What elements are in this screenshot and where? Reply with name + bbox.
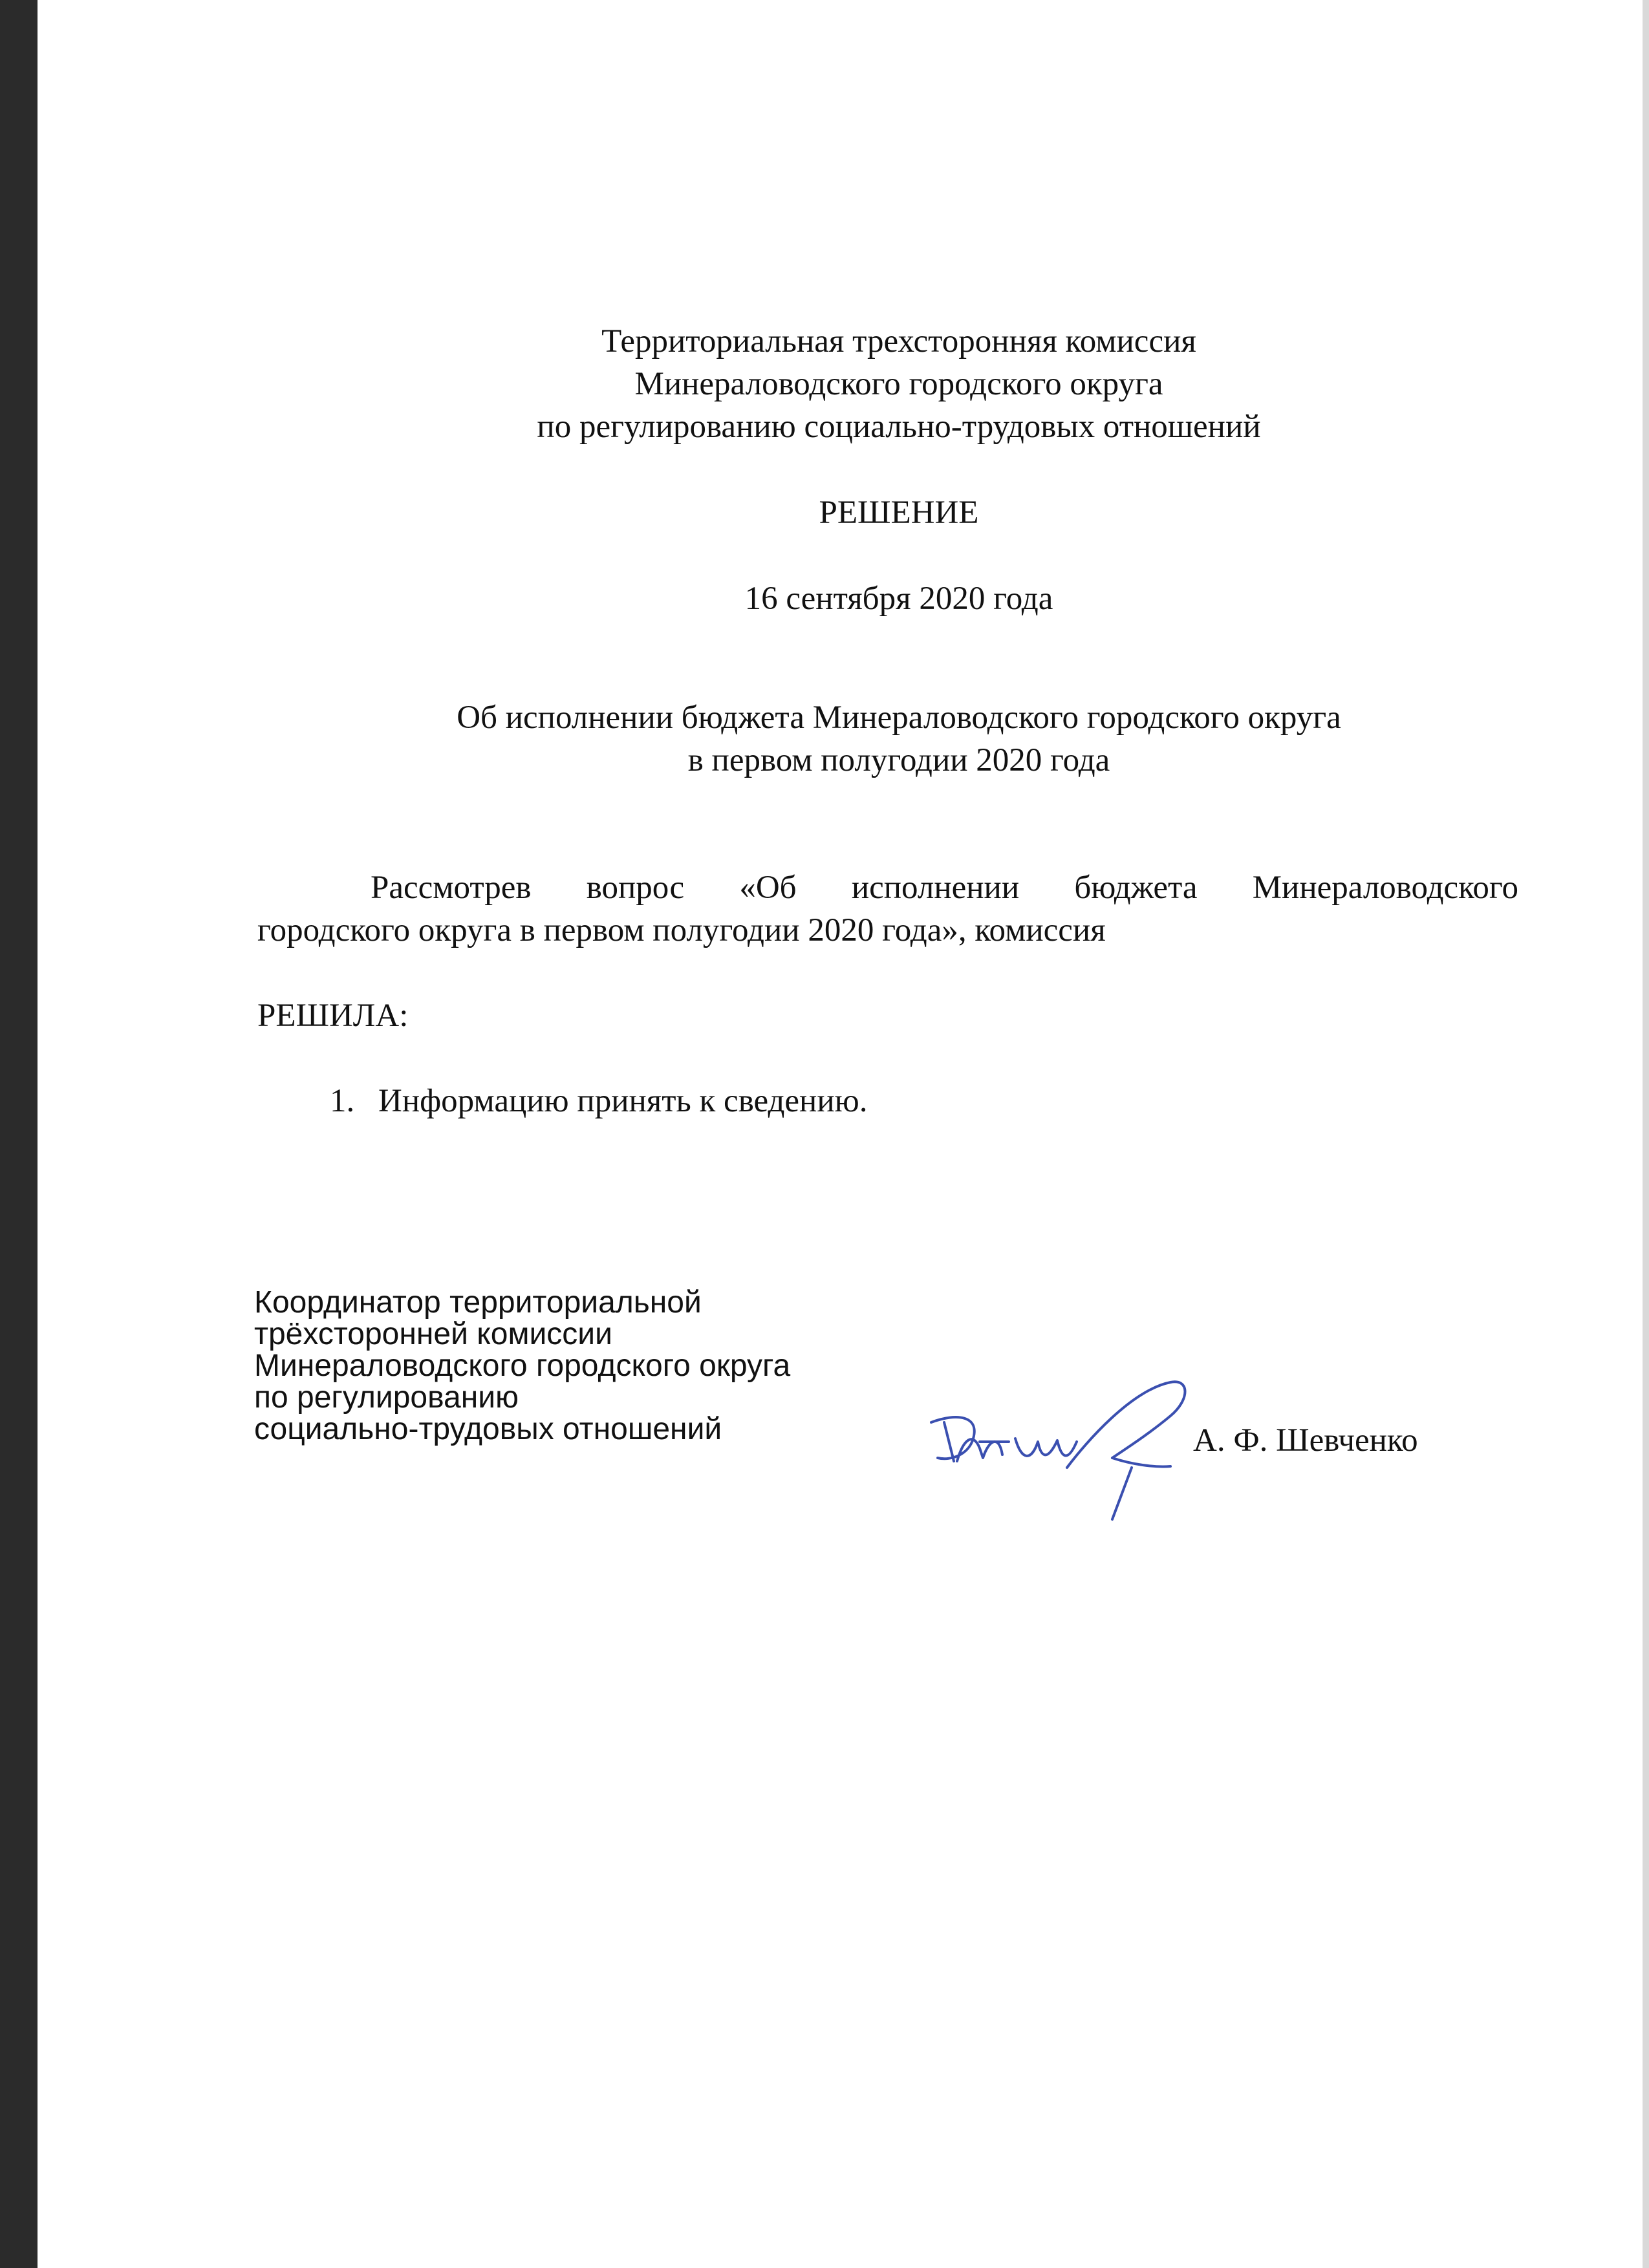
header-line-3: по регулированию социально-трудовых отношений: [537, 409, 1261, 445]
header-line-1: Территориальная трехсторонняя комиссия: [601, 323, 1196, 359]
body-line-2: городского округа в первом полугодии 2020 года», комиссия: [257, 912, 1106, 948]
scan-edge-right: [1643, 0, 1649, 2268]
decided-label: [257, 994, 408, 1037]
subject-line-2: в первом полугодии 2020 года: [687, 742, 1110, 778]
signer-name-text: А. Ф. Шевченко: [1193, 1422, 1418, 1459]
document-date: [479, 577, 1319, 620]
body-line-1: Рассмотрев вопрос «Об исполнении бюджета Минераловодского: [371, 870, 1518, 906]
signer-name: [1193, 1419, 1418, 1462]
document-header-block: [479, 320, 1319, 448]
signer-line-4: по регулированию: [254, 1380, 519, 1415]
signer-line-3: Минераловодского городского округа: [254, 1349, 791, 1383]
list-item-text: Информацию принять к сведению.: [378, 1083, 868, 1119]
signer-line-1: Координатор территориальной: [254, 1285, 702, 1320]
scan-edge-left: [0, 0, 38, 2268]
signer-title: [254, 1287, 790, 1445]
body-paragraph: [257, 866, 1518, 952]
document-subject: [349, 696, 1449, 782]
decision-title-text: РЕШЕНИЕ: [819, 495, 979, 531]
decided-label-text: РЕШИЛА:: [257, 998, 409, 1034]
list-item: [330, 1080, 867, 1122]
header-line-2: Минераловодского городского округа: [634, 366, 1163, 402]
subject-line-1: Об исполнении бюджета Минераловодского городского округа: [457, 700, 1341, 736]
date-text: 16 сентября 2020 года: [744, 581, 1053, 617]
signer-line-2: трёхсторонней комиссии: [254, 1317, 612, 1351]
handwritten-signature: [918, 1377, 1222, 1532]
decision-list: [330, 1080, 867, 1122]
list-item-number: 1.: [330, 1083, 355, 1119]
signer-line-5: социально-трудовых отношений: [254, 1412, 722, 1446]
decision-title: [479, 491, 1319, 534]
